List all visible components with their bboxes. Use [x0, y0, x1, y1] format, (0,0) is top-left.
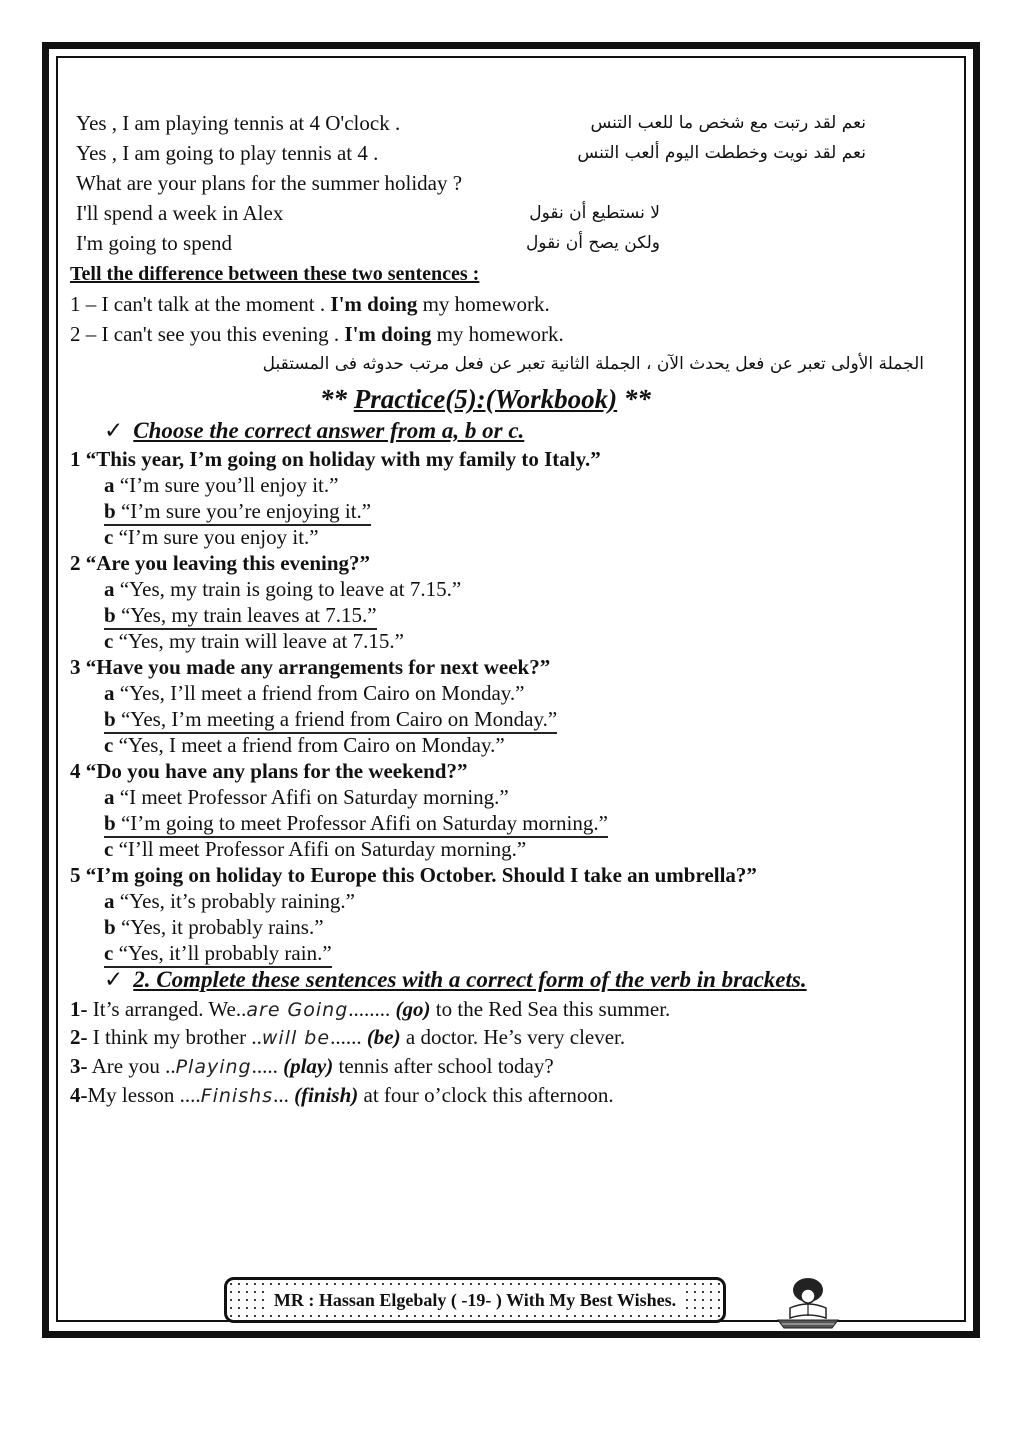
option-letter: a	[104, 889, 115, 913]
reading-student-logo-icon	[772, 1274, 844, 1330]
verb-hint: (finish)	[294, 1083, 359, 1107]
option-letter: a	[104, 785, 115, 809]
arabic-line-2: نعم لقد نويت وخططت اليوم ألعب التنس	[577, 143, 866, 163]
q5-option-a	[104, 888, 355, 914]
option-text: “Yes, my train is going to leave at 7.15.”	[119, 577, 462, 601]
option-letter: b	[104, 915, 116, 939]
option-letter: c	[104, 629, 114, 653]
complete-sentence-4	[70, 1082, 614, 1109]
sentence-end: tennis after school today?	[333, 1054, 554, 1078]
question-5: 5 “I’m going on holiday to Europe this October. Should I take an umbrella?”	[70, 863, 757, 887]
sentence-2-text: 2 – I can't see you this evening .	[70, 322, 345, 346]
complete-sentence-3	[70, 1053, 554, 1080]
footer-box	[224, 1277, 726, 1323]
sentence-1-bold: I'm doing	[330, 292, 418, 316]
option-text-selected: “Yes, my train leaves at 7.15.”	[120, 603, 377, 627]
q1-option-a	[104, 472, 338, 498]
option-text-selected: “Yes, I’m meeting a friend from Cairo on Monday.”	[120, 707, 558, 731]
sentence-end: at four o’clock this afternoon.	[358, 1083, 614, 1107]
q4-option-c	[104, 836, 526, 862]
option-letter: a	[104, 577, 115, 601]
section-1-heading	[104, 418, 524, 444]
title-stars-left: **	[320, 384, 354, 414]
question-4: 4 “Do you have any plans for the weekend?”	[70, 759, 468, 783]
section-1-text: Choose the correct answer from a, b or c.	[133, 418, 525, 443]
sentence-text: Are you ..	[87, 1054, 176, 1078]
difference-heading: Tell the difference between these two sentences :	[70, 263, 480, 285]
sentence-text: I think my brother ..	[87, 1025, 262, 1049]
example-line-5: I'm going to spend	[76, 231, 233, 255]
option-letter: a	[104, 473, 115, 497]
section-2-heading	[104, 967, 807, 993]
complete-sentence-2	[70, 1024, 625, 1051]
sentence-end: a doctor. He’s very clever.	[400, 1025, 626, 1049]
footer-text: MR : Hassan Elgebaly ( -19- ) With My Best Wishes.	[268, 1290, 682, 1311]
difference-arabic: الجملة الأولى تعبر عن فعل يحدث الآن ، الجملة الثانية تعبر عن فعل مرتب حدوثه فى المستقبل	[262, 354, 924, 374]
q5-option-b	[104, 914, 324, 940]
question-1: 1 “This year, I’m going on holiday with my family to Italy.”	[70, 447, 601, 471]
option-text: “Yes, my train will leave at 7.15.”	[118, 629, 404, 653]
option-text: “I’m sure you enjoy it.”	[118, 525, 319, 549]
verb-hint: (be)	[366, 1025, 401, 1049]
option-text: “Yes, it’s probably raining.”	[119, 889, 356, 913]
arabic-line-4: ولكن يصح أن نقول	[525, 233, 660, 253]
arabic-line-3: لا نستطيع أن نقول	[529, 203, 660, 223]
example-line-1: Yes , I am playing tennis at 4 O'clock .	[76, 111, 401, 135]
handwritten-answer: Finishs	[200, 1085, 274, 1107]
practice-title	[320, 384, 651, 414]
example-line-4: I'll spend a week in Alex	[76, 201, 284, 225]
handwritten-answer: Playing	[175, 1056, 252, 1078]
q4-option-a	[104, 784, 509, 810]
option-letter: c	[104, 733, 114, 757]
title-stars-right: **	[617, 384, 651, 414]
sentence-2-bold: I'm doing	[344, 322, 432, 346]
example-line-3: What are your plans for the summer holiday ?	[76, 171, 463, 195]
question-2: 2 “Are you leaving this evening?”	[70, 551, 371, 575]
blank-dots: ........	[348, 997, 396, 1021]
q1-option-b	[104, 498, 371, 524]
option-letter: b	[104, 707, 116, 731]
verb-hint: (play)	[283, 1054, 334, 1078]
option-text: “I meet Professor Afifi on Saturday morning.”	[119, 785, 509, 809]
sentence-number: 2-	[70, 1025, 88, 1049]
option-text-selected: “Yes, it’ll probably rain.”	[118, 941, 332, 965]
option-text: “I’ll meet Professor Afifi on Saturday morning.”	[118, 837, 527, 861]
sentence-number: 1-	[70, 997, 88, 1021]
example-line-2: Yes , I am going to play tennis at 4 .	[76, 141, 379, 165]
sentence-1-text: 1 – I can't talk at the moment .	[70, 292, 331, 316]
q1-option-c	[104, 524, 319, 550]
handwritten-answer: will be	[261, 1027, 331, 1049]
option-text: “Yes, it probably rains.”	[120, 915, 324, 939]
arabic-line-1: نعم لقد رتبت مع شخص ما للعب التنس	[590, 113, 866, 133]
option-letter: b	[104, 603, 116, 627]
q3-option-b	[104, 706, 557, 732]
sentence-2-end: my homework.	[431, 322, 564, 346]
sentence-text: My lesson ....	[87, 1083, 201, 1107]
q2-option-c	[104, 628, 404, 654]
q2-option-b	[104, 602, 377, 628]
verb-hint: (go)	[395, 997, 431, 1021]
option-text: “I’m sure you’ll enjoy it.”	[119, 473, 339, 497]
option-text-selected: “I’m going to meet Professor Afifi on Saturday morning.”	[120, 811, 608, 835]
option-letter: a	[104, 681, 115, 705]
option-text: “Yes, I meet a friend from Cairo on Monday.”	[118, 733, 505, 757]
blank-dots: .....	[251, 1054, 284, 1078]
difference-sentence-1	[70, 291, 550, 317]
title-text: Practice(5):(Workbook)	[353, 384, 618, 414]
sentence-text: It’s arranged. We..	[87, 997, 247, 1021]
question-3: 3 “Have you made any arrangements for next week?”	[70, 655, 551, 679]
blank-dots: ...	[273, 1083, 295, 1107]
option-text: “Yes, I’ll meet a friend from Cairo on Monday.”	[119, 681, 525, 705]
sentence-1-end: my homework.	[417, 292, 550, 316]
q5-option-c	[104, 940, 332, 966]
handwritten-answer: are Going	[246, 999, 349, 1021]
complete-sentence-1	[70, 996, 670, 1023]
sentence-number: 4-	[70, 1083, 88, 1107]
sentence-end: to the Red Sea this summer.	[430, 997, 671, 1021]
option-letter: b	[104, 811, 116, 835]
q2-option-a	[104, 576, 461, 602]
difference-sentence-2	[70, 321, 564, 347]
q3-option-c	[104, 732, 505, 758]
option-letter: b	[104, 499, 116, 523]
option-text-selected: “I’m sure you’re enjoying it.”	[120, 499, 372, 523]
q3-option-a	[104, 680, 524, 706]
blank-dots: ......	[330, 1025, 367, 1049]
option-letter: c	[104, 941, 114, 965]
q4-option-b	[104, 810, 608, 836]
section-2-text: 2. Complete these sentences with a correct form of the verb in brackets.	[133, 967, 807, 992]
sentence-number: 3-	[70, 1054, 88, 1078]
option-letter: c	[104, 837, 114, 861]
checkmark-icon: ✓	[104, 418, 124, 443]
option-letter: c	[104, 525, 114, 549]
checkmark-icon: ✓	[104, 967, 124, 992]
